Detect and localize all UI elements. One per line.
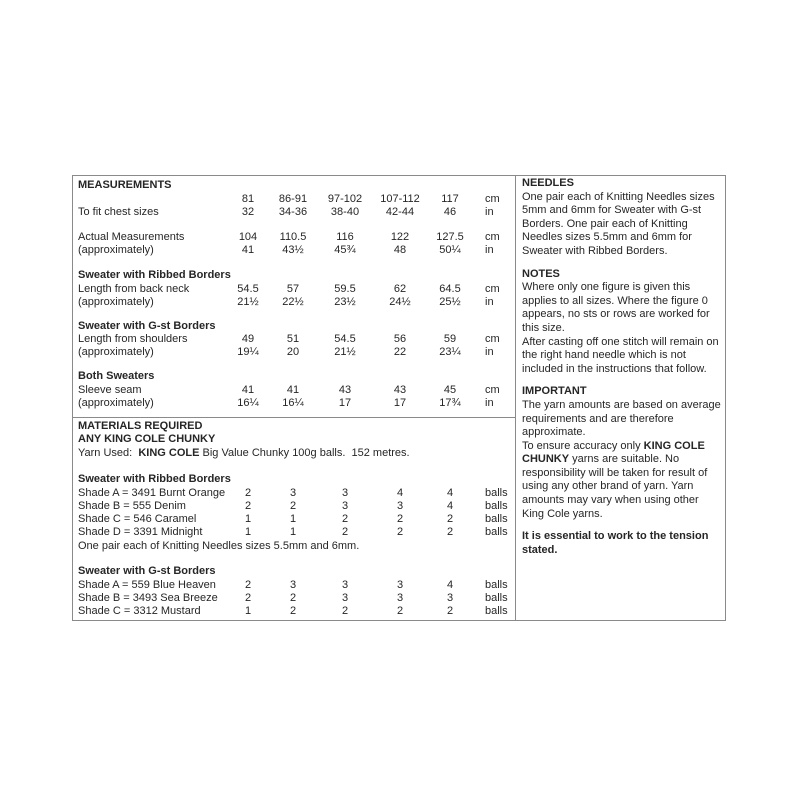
size-value: 45 <box>443 384 457 396</box>
unit-label: cm <box>485 333 500 345</box>
section-divider <box>73 417 515 418</box>
size-value: 2 <box>446 526 454 538</box>
size-value: 1 <box>289 513 297 525</box>
materials-heading: MATERIALS REQUIRED <box>78 420 203 432</box>
size-value: 4 <box>446 500 454 512</box>
row-label: Shade B = 3493 Sea Breeze <box>78 592 218 604</box>
size-value: 49 <box>241 333 255 345</box>
right-column <box>522 177 722 557</box>
size-value: 46 <box>443 206 457 218</box>
size-value: 2 <box>446 605 454 617</box>
size-value: 21½ <box>237 296 259 308</box>
size-value: 1 <box>244 526 252 538</box>
ribbed-shades-heading: Sweater with Ribbed Borders <box>78 473 231 485</box>
row-label: Sleeve seam <box>78 384 142 396</box>
size-value: 51 <box>286 333 300 345</box>
size-value: 127.5 <box>436 231 464 243</box>
size-value: 43 <box>338 384 352 396</box>
row-label: Shade A = 3491 Burnt Orange <box>78 487 226 499</box>
row-label: (approximately) <box>78 397 154 409</box>
unit-label: in <box>485 296 494 308</box>
size-value: 3 <box>341 592 349 604</box>
size-value: 1 <box>289 526 297 538</box>
unit-label: cm <box>485 384 500 396</box>
size-value: 2 <box>289 500 297 512</box>
size-value: 81 <box>241 193 255 205</box>
unit-label: cm <box>485 193 500 205</box>
size-value: 4 <box>396 487 404 499</box>
size-value: 3 <box>396 579 404 591</box>
unit-label: balls <box>485 579 508 591</box>
unit-label: in <box>485 346 494 358</box>
size-value: 54.5 <box>334 333 356 345</box>
row-label: Shade A = 559 Blue Heaven <box>78 579 216 591</box>
sub-gst-heading: Sweater with G-st Borders <box>78 320 216 332</box>
tension-note: It is essential to work to the tension stated. <box>522 530 709 556</box>
unit-label: cm <box>485 231 500 243</box>
measurements-heading: MEASUREMENTS <box>78 179 172 191</box>
row-label: Length from back neck <box>78 283 190 295</box>
size-value: 3 <box>341 579 349 591</box>
size-value: 20 <box>286 346 300 358</box>
row-label: (approximately) <box>78 296 154 308</box>
yarn-prefix: Yarn Used: <box>78 447 139 459</box>
sub-ribbed-heading: Sweater with Ribbed Borders <box>78 269 231 281</box>
size-value: 56 <box>393 333 407 345</box>
size-value: 3 <box>396 592 404 604</box>
row-label: (approximately) <box>78 346 154 358</box>
yarn-used-line <box>78 447 410 460</box>
size-value: 104 <box>238 231 258 243</box>
needles-heading: NEEDLES <box>522 177 574 189</box>
size-value: 38-40 <box>330 206 360 218</box>
size-value: 22½ <box>282 296 304 308</box>
size-value: 3 <box>341 487 349 499</box>
size-value: 1 <box>244 513 252 525</box>
unit-label: balls <box>485 605 508 617</box>
unit-label: balls <box>485 487 508 499</box>
size-value: 59 <box>443 333 457 345</box>
materials-subheading: ANY KING COLE CHUNKY <box>78 433 216 445</box>
size-value: 54.5 <box>237 283 259 295</box>
size-value: 122 <box>390 231 410 243</box>
size-value: 116 <box>336 231 354 243</box>
unit-label: balls <box>485 592 508 604</box>
unit-label: balls <box>485 526 508 538</box>
unit-label: cm <box>485 283 500 295</box>
size-value: 2 <box>244 500 252 512</box>
unit-label: balls <box>485 513 508 525</box>
unit-label: in <box>485 244 494 256</box>
size-value: 2 <box>244 592 252 604</box>
size-value: 23½ <box>334 296 356 308</box>
row-label: Shade D = 3391 Midnight <box>78 526 203 538</box>
notes-text-2: After casting off one stitch will remain on the right hand needle which is not included in the instructions that follow. <box>522 335 719 375</box>
size-value: 16¼ <box>237 397 259 409</box>
size-value: 107-112 <box>380 193 420 205</box>
size-value: 59.5 <box>334 283 356 295</box>
needles-text: One pair each of Knitting Needles sizes 5mm and 6mm for Sweater with G-st Borders. One pair each of Knitting Needles sizes 5.5mm and 6mm for Sweater with Ribbed Borders. <box>522 190 715 257</box>
size-value: 2 <box>244 487 252 499</box>
size-value: 2 <box>396 526 404 538</box>
size-value: 2 <box>341 513 349 525</box>
size-value: 2 <box>244 579 252 591</box>
size-value: 110.5 <box>279 231 307 243</box>
size-value: 2 <box>341 526 349 538</box>
size-value: 57 <box>286 283 300 295</box>
size-value: 34-36 <box>278 206 308 218</box>
size-value: 2 <box>446 513 454 525</box>
important-text-1: The yarn amounts are based on average requirements and are therefore approximate. <box>522 398 721 439</box>
important-heading: IMPORTANT <box>522 385 587 398</box>
size-value: 3 <box>396 500 404 512</box>
yarn-rest: Big Value Chunky 100g balls. 152 metres. <box>199 447 410 459</box>
size-value: 41 <box>286 384 300 396</box>
row-label: Shade C = 546 Caramel <box>78 513 197 525</box>
size-value: 24½ <box>389 296 411 308</box>
size-value: 2 <box>289 592 297 604</box>
row-label: Shade C = 3312 Mustard <box>78 605 201 617</box>
size-value: 32 <box>241 206 255 218</box>
sub-both-heading: Both Sweaters <box>78 370 155 382</box>
important-brand: KING COLE CHUNKY <box>522 439 705 466</box>
notes-text-1: Where only one figure is given this applies to all sizes. Where the figure 0 appears, no sts or rows are worked for this size. <box>522 281 710 334</box>
size-value: 64.5 <box>439 283 461 295</box>
size-value: 2 <box>396 513 404 525</box>
column-divider <box>515 176 516 621</box>
size-value: 86-91 <box>278 193 308 205</box>
unit-label: balls <box>485 500 508 512</box>
row-label: Actual Measurements <box>78 231 185 243</box>
size-value: 41 <box>241 384 255 396</box>
size-value: 43 <box>393 384 407 396</box>
size-value: 42-44 <box>385 206 415 218</box>
size-value: 17 <box>338 397 352 409</box>
row-label: Shade B = 555 Denim <box>78 500 186 512</box>
notes-heading: NOTES <box>522 267 560 280</box>
size-value: 43½ <box>282 244 304 256</box>
size-value: 4 <box>446 487 454 499</box>
size-value: 2 <box>341 605 349 617</box>
needles-line: One pair each of Knitting Needles sizes 5.5mm and 6mm. <box>78 540 360 552</box>
important-text-2 <box>522 440 722 522</box>
size-value: 19¼ <box>237 346 259 358</box>
size-value: 3 <box>289 487 297 499</box>
row-label: Length from shoulders <box>78 333 188 345</box>
size-value: 45¾ <box>334 244 356 256</box>
yarn-brand: KING COLE <box>138 447 200 459</box>
size-value: 4 <box>446 579 454 591</box>
size-value: 21½ <box>334 346 356 358</box>
size-value: 50¼ <box>439 244 461 256</box>
size-value: 97-102 <box>327 193 363 205</box>
size-value: 3 <box>446 592 454 604</box>
size-value: 117 <box>441 193 459 205</box>
row-label: (approximately) <box>78 244 154 256</box>
size-value: 1 <box>244 605 252 617</box>
size-value: 3 <box>341 500 349 512</box>
gst-shades-heading: Sweater with G-st Borders <box>78 565 216 577</box>
size-value: 3 <box>289 579 297 591</box>
size-value: 22 <box>393 346 407 358</box>
row-label: To fit chest sizes <box>78 206 159 218</box>
size-value: 17 <box>393 397 407 409</box>
size-value: 17¾ <box>439 397 461 409</box>
unit-label: in <box>485 397 494 409</box>
size-value: 62 <box>393 283 407 295</box>
size-value: 25½ <box>439 296 461 308</box>
important-text-2a: To ensure accuracy only <box>522 439 644 452</box>
size-value: 16¼ <box>282 397 304 409</box>
size-value: 48 <box>393 244 407 256</box>
unit-label: in <box>485 206 494 218</box>
important-text-2c: yarns are suitable. No responsibility will be taken for result of using any other brand of yarn. Yarn amounts may vary when using other King Cole yarns. <box>522 453 708 520</box>
size-value: 2 <box>396 605 404 617</box>
size-value: 23¼ <box>439 346 461 358</box>
size-value: 2 <box>289 605 297 617</box>
size-value: 41 <box>241 244 255 256</box>
